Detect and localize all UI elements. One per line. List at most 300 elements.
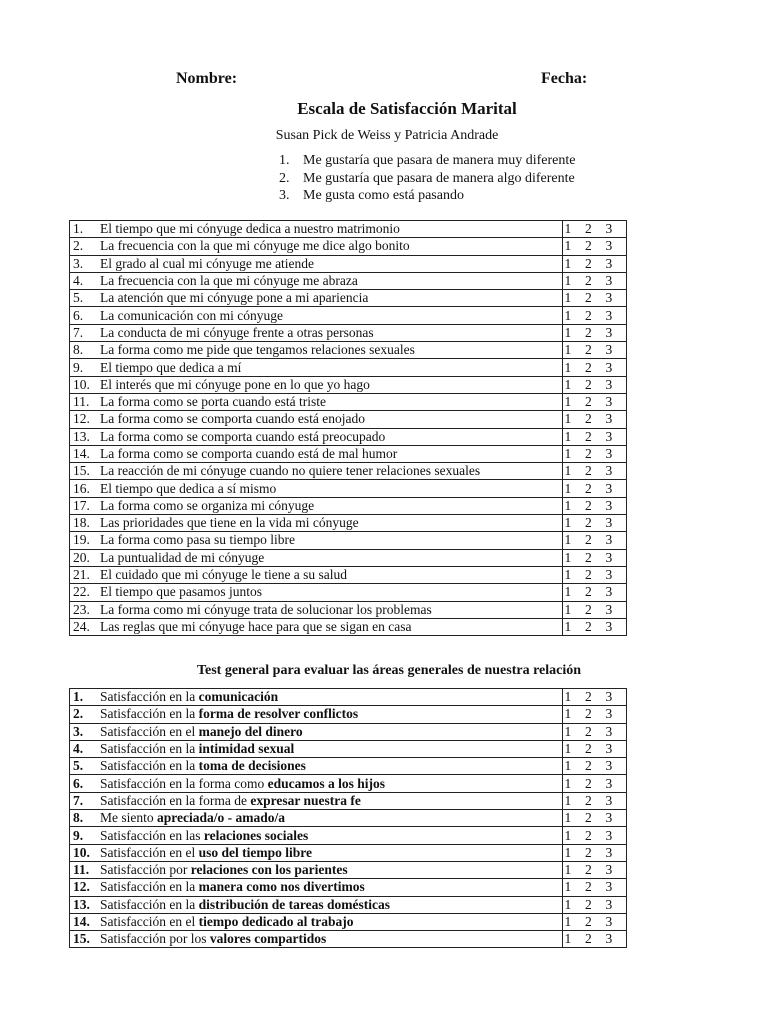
item-text: El grado al cual mi cónyuge me atiende [100,255,315,271]
item-area: forma de resolver conflictos [198,706,359,722]
table-row [70,913,627,930]
rating-option-3[interactable]: 3 [605,428,613,444]
item-text: La puntualidad de mi cónyuge [100,549,265,565]
question-cell [70,497,563,514]
item-number: 2. [73,238,84,254]
table-row [70,584,627,601]
item-number: 6. [73,775,84,791]
item-number: 7. [73,792,84,808]
item-number: 12. [73,879,90,895]
rating-option-1[interactable]: 1 [564,480,572,496]
rating-options [562,827,627,844]
item-number: 23. [73,601,90,617]
question-cell [70,601,563,618]
table-row [70,272,627,289]
rating-option-1[interactable]: 1 [564,238,572,254]
table-row [70,238,627,255]
table-row [70,792,627,809]
rating-option-1[interactable]: 1 [564,618,572,634]
question-cell [70,359,563,376]
rating-option-3[interactable]: 3 [605,411,613,427]
question-cell [70,272,563,289]
rating-option-3[interactable]: 3 [605,549,613,565]
rating-option-2[interactable]: 2 [585,290,592,306]
item-area: manejo del dinero [198,723,303,739]
question-cell [70,445,563,462]
rating-options [562,601,627,618]
rating-options [562,810,627,827]
rating-options [562,238,627,255]
item-text: El tiempo que dedica a sí mismo [100,480,277,496]
rating-options [562,221,627,238]
item-text: La forma como pasa su tiempo libre [100,532,295,548]
rating-option-3[interactable]: 3 [605,515,613,531]
rating-option-2[interactable]: 2 [585,567,592,583]
rating-option-2[interactable]: 2 [585,775,592,791]
table-row [70,393,627,410]
legend-item [279,170,576,188]
item-number: 5. [73,758,84,774]
item-prefix: Satisfacción en la forma de [100,792,251,808]
rating-option-1[interactable]: 1 [564,741,572,757]
item-number: 10. [73,376,90,392]
page-title: Escala de Satisfacción Marital [297,99,517,118]
item-number: 16. [73,480,90,496]
rating-option-2[interactable]: 2 [585,810,592,826]
rating-option-1[interactable]: 1 [564,446,572,461]
item-number: 9. [73,827,84,843]
table-row [70,221,627,238]
table-row [70,411,627,428]
rating-option-2[interactable]: 2 [585,324,592,340]
rating-option-3[interactable]: 3 [605,601,613,617]
area-cell [70,896,563,913]
rating-option-3[interactable]: 3 [605,221,613,237]
rating-option-2[interactable]: 2 [585,706,592,722]
rating-option-1[interactable]: 1 [564,549,572,565]
item-number: 15. [73,463,90,479]
rating-options [562,896,627,913]
area-cell [70,827,563,844]
item-area: uso del tiempo libre [198,844,312,860]
rating-option-1[interactable]: 1 [564,758,572,774]
rating-option-1[interactable]: 1 [564,844,572,860]
question-cell [70,515,563,532]
table-row [70,601,627,618]
question-cell [70,255,563,272]
rating-option-3[interactable]: 3 [605,324,613,340]
table-row [70,428,627,445]
rating-option-3[interactable]: 3 [605,307,613,323]
table-row [70,844,627,861]
item-number: 21. [73,567,90,583]
rating-option-3[interactable]: 3 [605,741,613,757]
table-row [70,359,627,376]
rating-option-3[interactable]: 3 [605,567,613,583]
item-text: La frecuencia con la que mi cónyuge me dice algo bonito [100,238,410,254]
rating-option-2[interactable]: 2 [585,515,592,531]
rating-option-2[interactable]: 2 [585,931,592,947]
item-area: toma de decisiones [198,758,306,774]
table-row [70,445,627,462]
rating-option-3[interactable]: 3 [605,723,613,739]
rating-option-1[interactable]: 1 [564,411,572,427]
rating-option-1[interactable]: 1 [564,689,572,705]
table-row [70,706,627,723]
item-number: 1. [73,221,84,237]
rating-option-2[interactable]: 2 [585,792,592,808]
item-number: 12. [73,411,90,427]
item-text: La forma como se comporta cuando está enojado [100,411,366,427]
rating-option-2[interactable]: 2 [585,601,592,617]
rating-option-1[interactable]: 1 [564,601,572,617]
rating-option-1[interactable]: 1 [564,376,572,392]
table-row [70,740,627,757]
fecha-label: Fecha: [541,70,588,87]
question-cell [70,307,563,324]
rating-option-3[interactable]: 3 [605,706,613,722]
rating-option-2[interactable]: 2 [585,428,592,444]
rating-options [562,566,627,583]
rating-option-1[interactable]: 1 [564,914,572,929]
rating-option-3[interactable]: 3 [605,480,613,496]
rating-options [562,393,627,410]
item-text: La forma como se porta cuando está triste [100,394,327,410]
rating-options [562,549,627,566]
item-text: El tiempo que mi cónyuge dedica a nuestro matrimonio [100,221,400,237]
general-areas-table [69,688,627,948]
rating-option-1[interactable]: 1 [564,931,572,947]
item-prefix: Satisfacción en la [100,706,199,722]
rating-options [562,706,627,723]
question-cell [70,428,563,445]
item-area: tiempo dedicado al trabajo [198,914,354,929]
rating-option-3[interactable]: 3 [605,394,613,410]
question-cell [70,342,563,359]
area-cell [70,706,563,723]
table-row [70,255,627,272]
table-row [70,827,627,844]
item-number: 2. [73,706,84,722]
item-number: 8. [73,342,84,358]
rating-option-3[interactable]: 3 [605,689,613,705]
table-row [70,896,627,913]
item-number: 20. [73,549,90,565]
rating-option-2[interactable]: 2 [585,221,592,237]
question-cell [70,290,563,307]
item-number: 4. [73,273,84,289]
rating-option-3[interactable]: 3 [605,914,613,929]
table-row [70,549,627,566]
rating-option-3[interactable]: 3 [605,792,613,808]
legend-item [279,187,576,205]
rating-options [562,272,627,289]
rating-option-1[interactable]: 1 [564,324,572,340]
table-row [70,342,627,359]
item-text: Las reglas que mi cónyuge hace para que se sigan en casa [100,618,412,634]
rating-option-3[interactable]: 3 [605,844,613,860]
table-row [70,497,627,514]
question-cell [70,584,563,601]
rating-option-3[interactable]: 3 [605,342,613,358]
rating-option-1[interactable]: 1 [564,862,572,878]
table-row [70,290,627,307]
rating-option-1[interactable]: 1 [564,515,572,531]
item-number: 10. [73,844,90,860]
rating-option-1[interactable]: 1 [564,428,572,444]
rating-option-2[interactable]: 2 [585,896,592,912]
rating-option-1[interactable]: 1 [564,723,572,739]
rating-option-2[interactable]: 2 [585,497,592,513]
legend-number: 2. [279,170,290,186]
rating-option-2[interactable]: 2 [585,844,592,860]
rating-option-1[interactable]: 1 [564,532,572,548]
item-prefix: Satisfacción en el [100,914,199,929]
rating-option-1[interactable]: 1 [564,879,572,895]
table-row [70,532,627,549]
rating-option-3[interactable]: 3 [605,463,613,479]
rating-option-2[interactable]: 2 [585,723,592,739]
question-cell [70,221,563,238]
question-cell [70,376,563,393]
item-number: 3. [73,255,84,271]
rating-options [562,931,627,948]
question-cell [70,549,563,566]
table-row [70,376,627,393]
response-legend [279,152,576,205]
item-number: 13. [73,428,90,444]
table-row [70,931,627,948]
rating-option-3[interactable]: 3 [605,359,613,375]
rating-option-3[interactable]: 3 [605,931,613,947]
rating-option-3[interactable]: 3 [605,618,613,634]
rating-option-1[interactable]: 1 [564,775,572,791]
rating-option-1[interactable]: 1 [564,307,572,323]
rating-option-1[interactable]: 1 [564,827,572,843]
item-area: educamos a los hijos [267,775,385,791]
item-number: 5. [73,290,84,306]
rating-option-2[interactable]: 2 [585,238,592,254]
rating-option-1[interactable]: 1 [564,497,572,513]
item-number: 17. [73,497,90,513]
rating-option-3[interactable]: 3 [605,290,613,306]
table-row [70,689,627,706]
table-row [70,480,627,497]
item-prefix: Satisfacción en el [100,844,199,860]
rating-options [562,515,627,532]
item-prefix: Satisfacción en las [100,827,204,843]
area-cell [70,740,563,757]
item-text: La atención que mi cónyuge pone a mi apariencia [100,290,369,306]
rating-options [562,532,627,549]
rating-option-3[interactable]: 3 [605,896,613,912]
area-cell [70,723,563,740]
rating-option-1[interactable]: 1 [564,221,572,237]
rating-option-2[interactable]: 2 [585,549,592,565]
question-cell [70,480,563,497]
table-row [70,775,627,792]
rating-option-2[interactable]: 2 [585,618,592,634]
item-prefix: Satisfacción por [100,862,191,878]
item-number: 9. [73,359,84,375]
item-number: 11. [73,394,90,410]
item-text: La comunicación con mi cónyuge [100,307,283,323]
rating-option-2[interactable]: 2 [585,411,592,427]
rating-options [562,463,627,480]
legend-item [279,152,576,170]
marital-satisfaction-table [69,220,627,636]
item-text: La forma como se comporta cuando está de mal humor [100,446,398,461]
rating-option-2[interactable]: 2 [585,584,592,600]
item-text: La forma como se organiza mi cónyuge [100,497,315,513]
rating-option-3[interactable]: 3 [605,758,613,774]
item-area: expresar nuestra fe [250,792,361,808]
rating-option-1[interactable]: 1 [564,792,572,808]
item-text: La forma como me pide que tengamos relaciones sexuales [100,342,415,358]
rating-option-2[interactable]: 2 [585,463,592,479]
rating-option-3[interactable]: 3 [605,879,613,895]
rating-option-2[interactable]: 2 [585,394,592,410]
question-cell [70,566,563,583]
rating-options [562,307,627,324]
item-number: 14. [73,914,90,929]
rating-option-3[interactable]: 3 [605,376,613,392]
item-area: distribución de tareas domésticas [198,896,390,912]
rating-option-2[interactable]: 2 [585,689,592,705]
table-row [70,879,627,896]
rating-options [562,445,627,462]
rating-option-2[interactable]: 2 [585,376,592,392]
item-prefix: Satisfacción en la [100,896,199,912]
item-text: La reacción de mi cónyuge cuando no quiere tener relaciones sexuales [100,463,481,479]
table-row [70,324,627,341]
rating-option-3[interactable]: 3 [605,238,613,254]
rating-option-3[interactable]: 3 [605,810,613,826]
rating-option-1[interactable]: 1 [564,273,572,289]
rating-option-2[interactable]: 2 [585,446,592,461]
general-test-title: Test general para evaluar las áreas generales de nuestra relación [196,663,582,678]
table-row [70,861,627,878]
rating-option-3[interactable]: 3 [605,584,613,600]
rating-option-2[interactable]: 2 [585,827,592,843]
table-row [70,515,627,532]
rating-option-2[interactable]: 2 [585,879,592,895]
rating-option-2[interactable]: 2 [585,342,592,358]
legend-text: Me gustaría que pasara de manera muy diferente [303,153,576,168]
item-area: relaciones con los parientes [190,862,348,878]
legend-number: 1. [279,153,290,168]
item-number: 3. [73,723,84,739]
rating-option-1[interactable]: 1 [564,706,572,722]
legend-number: 3. [279,188,290,203]
question-cell [70,618,563,635]
item-number: 4. [73,741,84,757]
rating-option-2[interactable]: 2 [585,255,592,271]
rating-option-2[interactable]: 2 [585,914,592,929]
item-text: El tiempo que pasamos juntos [100,584,262,600]
rating-options [562,376,627,393]
table-row [70,810,627,827]
table-row [70,723,627,740]
item-text: El tiempo que dedica a mí [100,359,242,375]
rating-option-1[interactable]: 1 [564,290,572,306]
legend-text: Me gusta como está pasando [303,188,464,203]
rating-option-1[interactable]: 1 [564,359,572,375]
rating-options [562,359,627,376]
rating-option-2[interactable]: 2 [585,359,592,375]
rating-option-1[interactable]: 1 [564,255,572,271]
rating-option-3[interactable]: 3 [605,532,613,548]
rating-option-3[interactable]: 3 [605,255,613,271]
area-cell [70,913,563,930]
rating-option-1[interactable]: 1 [564,896,572,912]
rating-options [562,324,627,341]
area-cell [70,879,563,896]
area-cell [70,792,563,809]
rating-option-2[interactable]: 2 [585,480,592,496]
rating-option-2[interactable]: 2 [585,532,592,548]
item-area: valores compartidos [209,931,327,947]
item-area: manera como nos divertimos [198,879,365,895]
item-area: comunicación [198,689,279,705]
area-cell [70,775,563,792]
rating-option-3[interactable]: 3 [605,446,613,461]
rating-option-1[interactable]: 1 [564,810,572,826]
rating-option-2[interactable]: 2 [585,741,592,757]
rating-options [562,689,627,706]
authors: Susan Pick de Weiss y Patricia Andrade [275,128,499,143]
area-cell [70,810,563,827]
item-prefix: Satisfacción en el [100,723,199,739]
rating-option-2[interactable]: 2 [585,862,592,878]
rating-option-1[interactable]: 1 [564,567,572,583]
rating-option-2[interactable]: 2 [585,273,592,289]
rating-option-3[interactable]: 3 [605,775,613,791]
rating-options [562,775,627,792]
rating-options [562,758,627,775]
rating-option-3[interactable]: 3 [605,827,613,843]
rating-option-1[interactable]: 1 [564,463,572,479]
rating-option-3[interactable]: 3 [605,862,613,878]
rating-options [562,584,627,601]
item-number: 13. [73,896,90,912]
rating-options [562,879,627,896]
item-prefix: Me siento [100,810,157,826]
rating-options [562,480,627,497]
rating-option-3[interactable]: 3 [605,273,613,289]
rating-option-2[interactable]: 2 [585,758,592,774]
item-number: 14. [73,446,90,461]
rating-option-1[interactable]: 1 [564,394,572,410]
table-row [70,307,627,324]
item-text: La conducta de mi cónyuge frente a otras personas [100,324,374,340]
item-prefix: Satisfacción en la [100,879,199,895]
item-prefix: Satisfacción en la forma como [100,775,268,791]
rating-option-2[interactable]: 2 [585,307,592,323]
legend-text: Me gustaría que pasara de manera algo diferente [303,170,575,186]
table-row [70,618,627,635]
item-prefix: Satisfacción por los [100,931,210,947]
item-text: El interés que mi cónyuge pone en lo que yo hago [100,376,370,392]
rating-option-1[interactable]: 1 [564,342,572,358]
rating-options [562,428,627,445]
rating-option-3[interactable]: 3 [605,497,613,513]
area-cell [70,844,563,861]
rating-option-1[interactable]: 1 [564,584,572,600]
item-area: intimidad sexual [198,741,295,757]
item-number: 8. [73,810,84,826]
rating-options [562,913,627,930]
